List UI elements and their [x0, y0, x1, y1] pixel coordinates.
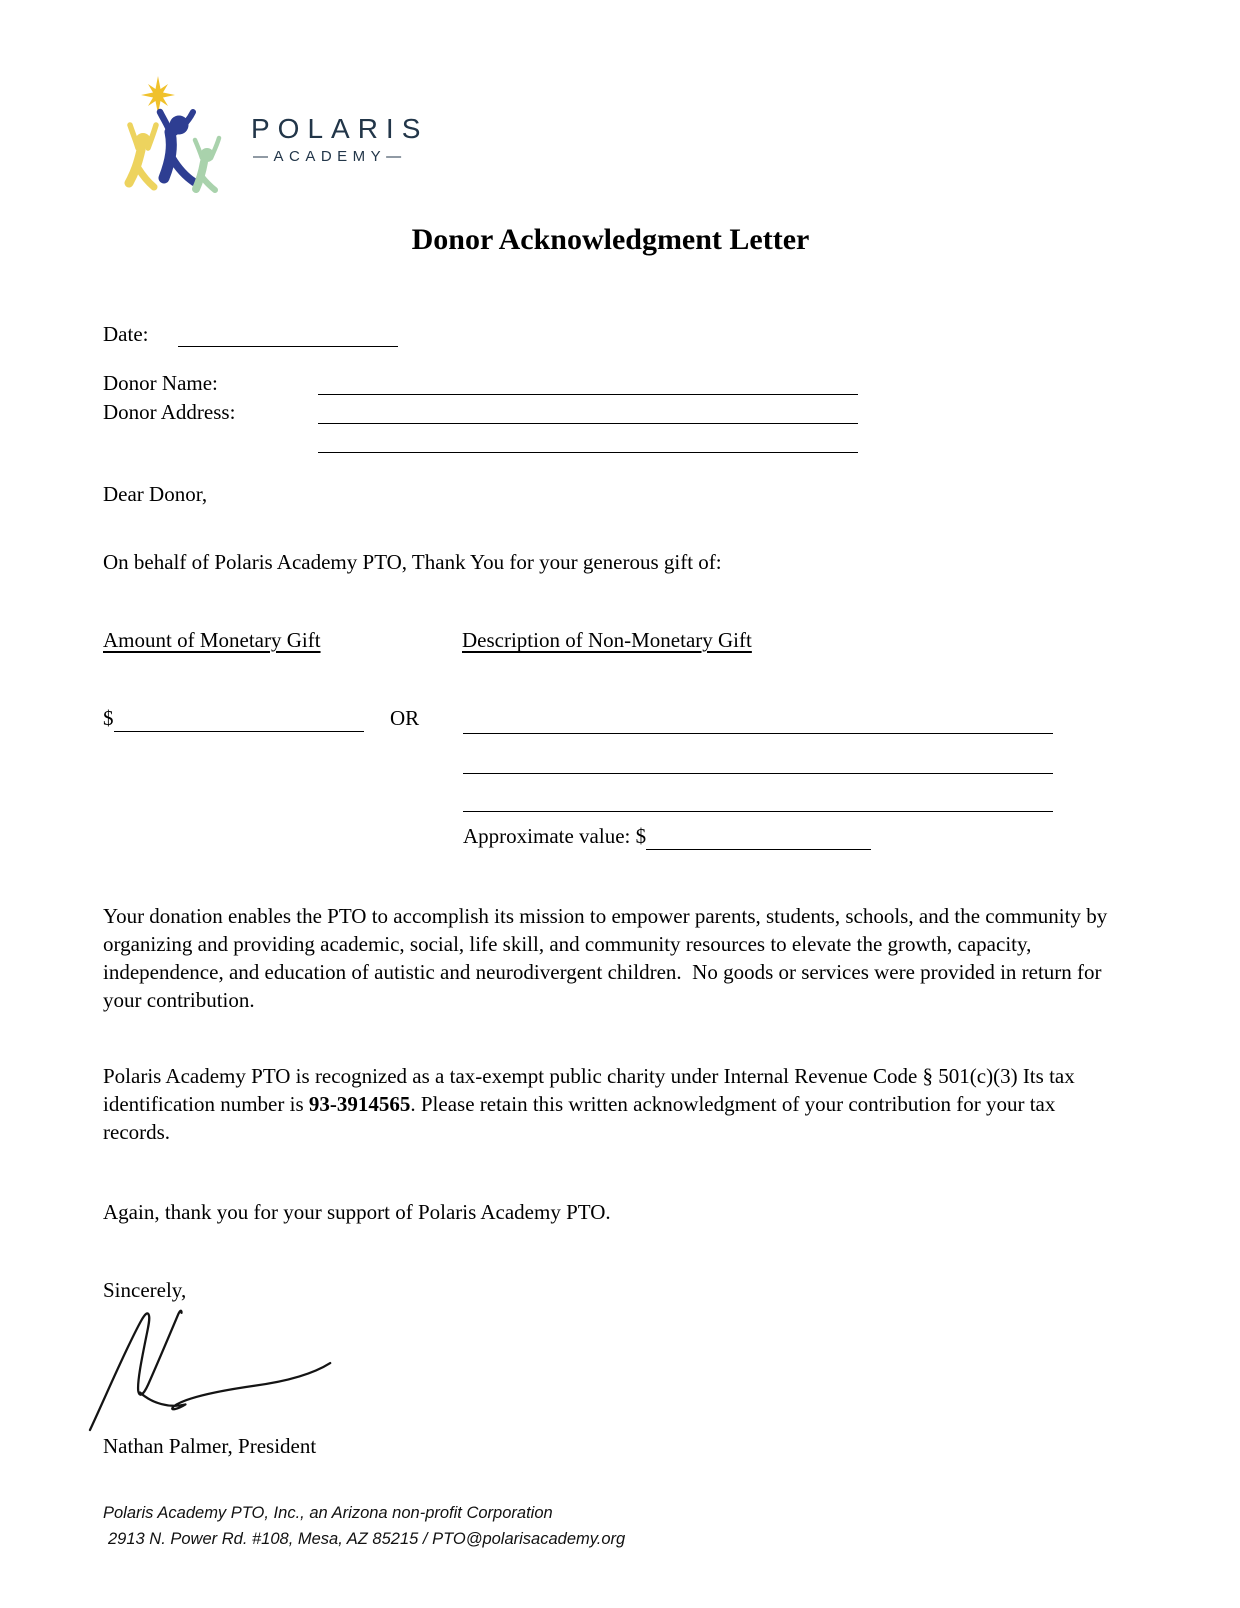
- donor-name-blank-line: [318, 369, 858, 395]
- tax-paragraph-before: Polaris Academy PTO is recognized as a tax-exempt public charity under Internal Revenue Code § 501(c)(3) Its tax identification number is: [103, 1064, 1080, 1116]
- footer: [103, 1500, 1118, 1552]
- gift-entry-section: [103, 704, 1118, 854]
- salutation: Dear Donor,: [103, 482, 208, 506]
- dollar-sign: $: [103, 706, 114, 730]
- tax-id-number: 93-3914565: [308, 1092, 411, 1116]
- description-blank-line-1: [463, 733, 1053, 734]
- footer-address-line: 2913 N. Power Rd. #108, Mesa, AZ 85215 / PTO@polarisacademy.org: [108, 1530, 626, 1548]
- intro-sentence: On behalf of Polaris Academy PTO, Thank You for your generous gift of:: [103, 550, 722, 574]
- logo-figures-star-icon: [105, 70, 237, 195]
- polaris-academy-logo: [105, 70, 1118, 195]
- description-blank-line-3: [463, 811, 1053, 812]
- date-label: Date:: [103, 322, 149, 346]
- approximate-value-label: Approximate value: $: [463, 824, 647, 848]
- date-blank-line: [178, 321, 398, 347]
- monetary-gift-header: Amount of Monetary Gift: [103, 628, 321, 652]
- donor-address-label: Donor Address:: [103, 400, 236, 424]
- donor-address-blank-line-1: [318, 398, 858, 424]
- monetary-amount-row: [103, 704, 364, 732]
- description-blank-line-2: [463, 773, 1053, 774]
- monetary-amount-blank-line: [114, 706, 364, 732]
- logo-brand-subtitle: —ACADEMY—: [253, 147, 407, 165]
- tax-paragraph-after: . Please retain this written acknowledgment of your contribution for your tax records.: [103, 1092, 1061, 1144]
- star-icon: [141, 76, 175, 114]
- mission-paragraph: Your donation enables the PTO to accomplish its mission to empower parents, students, schools, and the community by organizing and providing academic, social, life skill, and community resources to elevate the growth, capacity, independence, and education of autistic and neurodivergent children. No goods or services were provided in return for your contribution.: [103, 904, 1113, 1012]
- date-field-row: [103, 317, 1118, 347]
- thanks-paragraph: Again, thank you for your support of Polaris Academy PTO.: [103, 1200, 611, 1224]
- page-title: Donor Acknowledgment Letter: [411, 223, 810, 256]
- approximate-value-row: [463, 822, 871, 850]
- donor-name-label: Donor Name:: [103, 371, 218, 395]
- non-monetary-gift-header: Description of Non-Monetary Gift: [462, 628, 752, 652]
- logo-wordmark: [251, 114, 428, 168]
- approximate-value-blank-line: [646, 824, 871, 850]
- gift-headers-row: [103, 626, 1118, 654]
- or-label: OR: [390, 706, 420, 730]
- donor-address-blank-line-2: [318, 427, 858, 453]
- footer-org-line: Polaris Academy PTO, Inc., an Arizona non-profit Corporation: [103, 1504, 553, 1522]
- signature-block: [85, 1304, 1118, 1432]
- signature-image: [85, 1304, 345, 1432]
- tax-exempt-paragraph: [103, 1062, 1118, 1146]
- signer-name-title: Nathan Palmer, President: [103, 1434, 317, 1458]
- donor-info-block: [103, 369, 1118, 456]
- logo-brand-name: POLARIS: [251, 112, 429, 144]
- valediction: Sincerely,: [103, 1278, 187, 1302]
